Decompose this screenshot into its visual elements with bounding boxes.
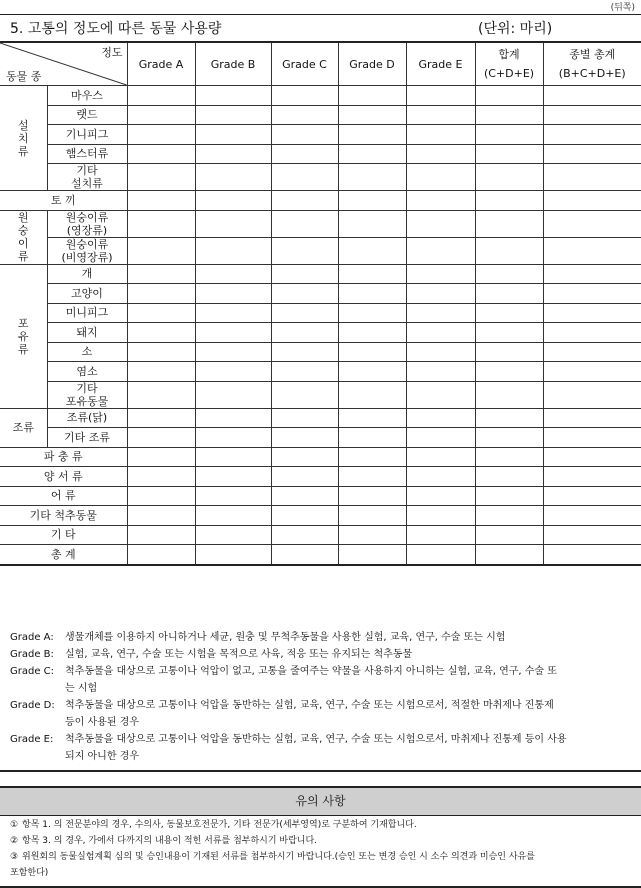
grade-d-header: Grade D — [338, 42, 406, 86]
species-total-formula: (B+C+D+E) — [558, 67, 626, 80]
data-cell[interactable] — [406, 408, 475, 428]
data-cell[interactable] — [338, 144, 406, 164]
caution-text: 위원회의 동물실험계획 심의 및 승인내용이 기재된 서류를 첨부하시기 바랍니다.(승인 또는 변경 승인 시 소수 의견과 미승인 사유를 — [22, 852, 535, 862]
sum-header — [475, 42, 543, 86]
data-cell[interactable] — [338, 210, 406, 237]
data-cell[interactable] — [127, 408, 195, 428]
data-cell[interactable] — [543, 447, 641, 467]
row-label-reptiles: 파 충 류 — [0, 447, 127, 467]
grade-b-header: Grade B — [195, 42, 271, 86]
data-cell[interactable] — [127, 486, 195, 506]
data-cell[interactable] — [543, 362, 641, 382]
data-cell[interactable] — [475, 144, 543, 164]
data-cell[interactable] — [338, 486, 406, 506]
data-cell[interactable] — [338, 125, 406, 145]
data-cell[interactable] — [195, 506, 271, 526]
group-mammals — [0, 264, 47, 408]
data-cell[interactable] — [406, 303, 475, 323]
row-label: 랫드 — [47, 105, 127, 125]
grade-note-continuation: 는 시험 — [65, 683, 98, 694]
data-cell[interactable] — [406, 264, 475, 284]
caution-item — [10, 849, 635, 865]
data-cell[interactable] — [543, 428, 641, 448]
group-rodents-label: 설 치 류 — [17, 118, 29, 158]
data-cell[interactable] — [406, 525, 475, 545]
grade-definitions — [0, 629, 641, 765]
data-cell[interactable] — [195, 210, 271, 237]
data-cell[interactable] — [338, 237, 406, 264]
data-cell[interactable] — [195, 428, 271, 448]
data-cell[interactable] — [271, 303, 338, 323]
data-cell[interactable] — [127, 506, 195, 526]
grade-note — [0, 646, 641, 663]
data-cell[interactable] — [127, 191, 195, 211]
species-total-label: 종별 총계 — [569, 48, 616, 61]
data-cell[interactable] — [406, 381, 475, 408]
data-cell[interactable] — [195, 467, 271, 487]
data-cell[interactable] — [338, 105, 406, 125]
row-label-line: 기타 — [76, 164, 98, 177]
data-cell[interactable] — [475, 264, 543, 284]
data-cell[interactable] — [127, 428, 195, 448]
data-cell[interactable] — [271, 428, 338, 448]
grade-a-header: Grade A — [127, 42, 195, 86]
data-cell[interactable] — [338, 284, 406, 304]
data-cell[interactable] — [127, 237, 195, 264]
data-cell[interactable] — [338, 545, 406, 565]
group-mammals-label: 포 유 류 — [17, 316, 29, 356]
data-cell[interactable] — [271, 210, 338, 237]
data-cell[interactable] — [475, 545, 543, 565]
caution-continuation: 포함한다) — [10, 868, 49, 878]
caution-title: 유의 사항 — [0, 786, 641, 816]
row-label-new-world — [47, 237, 127, 264]
row-label: 조류(닭) — [47, 408, 127, 428]
data-cell[interactable] — [271, 237, 338, 264]
data-cell[interactable] — [406, 125, 475, 145]
data-cell[interactable] — [543, 408, 641, 428]
data-cell[interactable] — [406, 86, 475, 106]
data-cell[interactable] — [543, 323, 641, 343]
data-cell[interactable] — [475, 105, 543, 125]
data-cell[interactable] — [127, 342, 195, 362]
data-cell[interactable] — [543, 506, 641, 526]
row-label-other-mammals — [47, 381, 127, 408]
data-cell[interactable] — [127, 362, 195, 382]
section-title: 5. 고통의 정도에 따른 동물 사용량 — [10, 21, 222, 37]
data-cell[interactable] — [271, 467, 338, 487]
data-cell[interactable] — [271, 447, 338, 467]
data-cell[interactable] — [338, 447, 406, 467]
top-rule — [0, 14, 641, 15]
data-cell[interactable] — [195, 284, 271, 304]
data-cell[interactable] — [127, 303, 195, 323]
data-cell[interactable] — [338, 164, 406, 191]
data-cell[interactable] — [406, 105, 475, 125]
data-cell[interactable] — [475, 323, 543, 343]
data-cell[interactable] — [338, 303, 406, 323]
data-cell[interactable] — [543, 86, 641, 106]
data-cell[interactable] — [271, 506, 338, 526]
data-cell[interactable] — [475, 210, 543, 237]
back-mark: (뒤쪽) — [610, 3, 635, 13]
data-cell[interactable] — [271, 362, 338, 382]
data-cell[interactable] — [195, 86, 271, 106]
grade-note — [0, 697, 641, 714]
data-cell[interactable] — [543, 125, 641, 145]
data-cell[interactable] — [543, 237, 641, 264]
data-cell[interactable] — [406, 323, 475, 343]
row-label-line: 원숭이류 — [65, 237, 109, 251]
data-cell[interactable] — [127, 264, 195, 284]
degree-label: 정도 — [101, 46, 123, 59]
data-cell[interactable] — [127, 164, 195, 191]
data-cell[interactable] — [127, 467, 195, 487]
data-cell[interactable] — [406, 164, 475, 191]
row-label: 돼지 — [47, 323, 127, 343]
data-cell[interactable] — [338, 323, 406, 343]
data-cell[interactable] — [475, 191, 543, 211]
data-cell[interactable] — [543, 105, 641, 125]
row-label-line: (비영장류) — [61, 250, 113, 264]
data-cell[interactable] — [127, 381, 195, 408]
data-cell[interactable] — [271, 125, 338, 145]
data-cell[interactable] — [127, 210, 195, 237]
data-cell[interactable] — [195, 545, 271, 565]
data-cell[interactable] — [195, 144, 271, 164]
data-cell[interactable] — [271, 323, 338, 343]
row-label: 기타 조류 — [47, 428, 127, 448]
data-cell[interactable] — [406, 191, 475, 211]
data-cell[interactable] — [475, 525, 543, 545]
row-label-line: (영장류) — [66, 223, 108, 237]
data-cell[interactable] — [475, 342, 543, 362]
row-label-rabbit: 토 끼 — [0, 191, 127, 211]
row-label-other-rodents — [47, 164, 127, 191]
grade-c-header: Grade C — [271, 42, 338, 86]
data-cell[interactable] — [338, 342, 406, 362]
data-cell[interactable] — [543, 303, 641, 323]
data-cell[interactable] — [475, 125, 543, 145]
data-cell[interactable] — [127, 86, 195, 106]
data-cell[interactable] — [195, 125, 271, 145]
data-cell[interactable] — [406, 237, 475, 264]
data-cell[interactable] — [406, 447, 475, 467]
data-cell[interactable] — [195, 191, 271, 211]
row-label: 개 — [47, 264, 127, 284]
grade-e-header: Grade E — [406, 42, 475, 86]
data-cell[interactable] — [543, 342, 641, 362]
data-cell[interactable] — [406, 486, 475, 506]
data-cell[interactable] — [543, 144, 641, 164]
data-cell[interactable] — [338, 86, 406, 106]
data-cell[interactable] — [338, 408, 406, 428]
data-cell[interactable] — [543, 381, 641, 408]
sum-formula: (C+D+E) — [483, 67, 535, 80]
data-cell[interactable] — [543, 525, 641, 545]
data-cell[interactable] — [271, 486, 338, 506]
caution-text: 항목 3. 의 경우, 가에서 다까지의 내용이 적힌 서류를 첨부하시기 바랍니다. — [22, 836, 318, 846]
caution-number: ② — [10, 836, 19, 846]
row-label-other: 기 타 — [0, 525, 127, 545]
data-cell[interactable] — [195, 323, 271, 343]
caution-item — [10, 817, 635, 833]
grade-note-continuation: 등이 사용된 경우 — [65, 717, 139, 728]
row-label: 햄스터류 — [47, 144, 127, 164]
data-cell[interactable] — [338, 191, 406, 211]
row-label: 염소 — [47, 362, 127, 382]
data-cell[interactable] — [543, 284, 641, 304]
data-cell[interactable] — [195, 342, 271, 362]
data-cell[interactable] — [195, 381, 271, 408]
data-cell[interactable] — [543, 467, 641, 487]
data-cell[interactable] — [338, 381, 406, 408]
data-cell[interactable] — [406, 467, 475, 487]
caution-number: ③ — [10, 852, 19, 862]
data-cell[interactable] — [271, 86, 338, 106]
data-cell[interactable] — [475, 381, 543, 408]
grade-note-continuation: 되지 아니한 경우 — [65, 751, 139, 762]
data-cell[interactable] — [195, 105, 271, 125]
data-cell[interactable] — [127, 447, 195, 467]
row-label-fish: 어 류 — [0, 486, 127, 506]
grade-note-label: Grade D: — [10, 700, 55, 711]
data-cell[interactable] — [338, 467, 406, 487]
data-cell[interactable] — [475, 408, 543, 428]
data-cell[interactable] — [475, 486, 543, 506]
grade-note-label: Grade B: — [10, 649, 54, 660]
species-total-header — [543, 42, 641, 86]
grade-note-text: 척추동물을 대상으로 고통이나 억압을 동반하는 실험, 교육, 연구, 수술 또는 시험으로서, 적절한 마취제나 진통제 — [65, 700, 554, 711]
separator-rule — [0, 770, 641, 772]
data-cell[interactable] — [195, 486, 271, 506]
data-cell[interactable] — [195, 164, 271, 191]
row-label-other-vertebrates: 기타 척추동물 — [0, 506, 127, 526]
data-cell[interactable] — [127, 323, 195, 343]
data-cell[interactable] — [195, 408, 271, 428]
caution-list — [10, 817, 635, 881]
data-cell[interactable] — [127, 125, 195, 145]
grade-note — [0, 663, 641, 680]
data-cell[interactable] — [406, 506, 475, 526]
data-cell[interactable] — [195, 525, 271, 545]
grade-note-text: 생물개체를 이용하지 아니하거나 세균, 원충 및 무척추동물을 사용한 실험, 교육, 연구, 수술 또는 시험 — [65, 632, 506, 643]
caution-item — [10, 833, 635, 849]
data-cell[interactable] — [475, 467, 543, 487]
row-label-total: 총 계 — [0, 545, 127, 565]
data-cell[interactable] — [406, 144, 475, 164]
data-cell[interactable] — [406, 428, 475, 448]
row-label-line: 원숭이류 — [65, 210, 109, 224]
data-cell[interactable] — [195, 362, 271, 382]
data-cell[interactable] — [271, 144, 338, 164]
data-cell[interactable] — [543, 486, 641, 506]
row-label-old-world — [47, 210, 127, 237]
data-cell[interactable] — [127, 284, 195, 304]
animal-species-label: 동물 종 — [6, 70, 42, 83]
data-cell[interactable] — [271, 381, 338, 408]
data-cell[interactable] — [475, 284, 543, 304]
data-cell[interactable] — [475, 428, 543, 448]
data-cell[interactable] — [195, 264, 271, 284]
row-label: 고양이 — [47, 284, 127, 304]
row-label: 소 — [47, 342, 127, 362]
row-label: 마우스 — [47, 86, 127, 106]
data-cell[interactable] — [338, 525, 406, 545]
data-cell[interactable] — [338, 264, 406, 284]
data-cell[interactable] — [195, 447, 271, 467]
data-cell[interactable] — [271, 284, 338, 304]
data-cell[interactable] — [406, 362, 475, 382]
grade-note — [0, 629, 641, 646]
caution-number: ① — [10, 820, 19, 830]
data-cell[interactable] — [127, 105, 195, 125]
row-label-line: 포유동물 — [65, 394, 109, 408]
unit-label: (단위: 마리) — [478, 21, 553, 37]
caution-text: 항목 1. 의 전문분야의 경우, 수의사, 동물보호전문가, 기타 전문가(세부영역)로 구분하여 기재합니다. — [22, 820, 417, 830]
data-cell[interactable] — [271, 105, 338, 125]
data-cell[interactable] — [195, 237, 271, 264]
group-primates — [0, 210, 47, 264]
group-rodents — [0, 86, 47, 191]
group-birds: 조류 — [0, 408, 47, 447]
data-cell[interactable] — [338, 428, 406, 448]
row-label-line: 설치류 — [71, 177, 103, 190]
data-cell[interactable] — [543, 545, 641, 565]
data-cell[interactable] — [271, 525, 338, 545]
data-cell[interactable] — [127, 144, 195, 164]
data-cell[interactable] — [475, 164, 543, 191]
data-cell[interactable] — [543, 191, 641, 211]
data-cell[interactable] — [406, 342, 475, 362]
row-label-amphibians: 양 서 류 — [0, 467, 127, 487]
data-cell[interactable] — [406, 284, 475, 304]
data-cell[interactable] — [271, 545, 338, 565]
data-cell[interactable] — [475, 303, 543, 323]
group-primates-label: 원 숭 이 류 — [17, 211, 29, 263]
grade-note-text: 실험, 교육, 연구, 수술 또는 시험을 목적으로 사육, 적응 또는 유지되는 척추동물 — [65, 649, 413, 660]
data-cell[interactable] — [543, 164, 641, 191]
data-cell[interactable] — [338, 362, 406, 382]
grade-note — [0, 731, 641, 748]
data-cell[interactable] — [406, 545, 475, 565]
data-cell[interactable] — [543, 210, 641, 237]
data-cell[interactable] — [127, 545, 195, 565]
data-cell[interactable] — [271, 342, 338, 362]
data-cell[interactable] — [195, 303, 271, 323]
data-cell[interactable] — [127, 525, 195, 545]
grade-note-text: 척추동물을 대상으로 고통이나 억압이 없고, 고통을 줄여주는 약물을 사용하지 아니하는 실험, 교육, 연구, 수술 또 — [65, 666, 557, 677]
data-cell[interactable] — [271, 191, 338, 211]
grade-note-label: Grade E: — [10, 734, 54, 745]
grade-note-label: Grade C: — [10, 666, 55, 677]
header-diagonal-cell — [0, 42, 127, 86]
data-cell[interactable] — [475, 362, 543, 382]
data-cell[interactable] — [271, 408, 338, 428]
data-cell[interactable] — [475, 237, 543, 264]
grade-note-text: 척추동물을 대상으로 고통이나 억압을 동반하는 실험, 교육, 연구, 수술 또는 시험으로서, 마취제나 진통제 등이 사용 — [65, 734, 567, 745]
sum-label: 합계 — [498, 48, 520, 61]
data-cell[interactable] — [475, 86, 543, 106]
animal-usage-table — [0, 41, 641, 566]
data-cell[interactable] — [406, 210, 475, 237]
grade-note-label: Grade A: — [10, 632, 54, 643]
row-label: 미니피그 — [47, 303, 127, 323]
data-cell[interactable] — [475, 506, 543, 526]
data-cell[interactable] — [271, 264, 338, 284]
data-cell[interactable] — [475, 447, 543, 467]
data-cell[interactable] — [543, 264, 641, 284]
row-label: 기니피그 — [47, 125, 127, 145]
data-cell[interactable] — [338, 506, 406, 526]
data-cell[interactable] — [271, 164, 338, 191]
row-label-line: 기타 — [76, 381, 98, 395]
